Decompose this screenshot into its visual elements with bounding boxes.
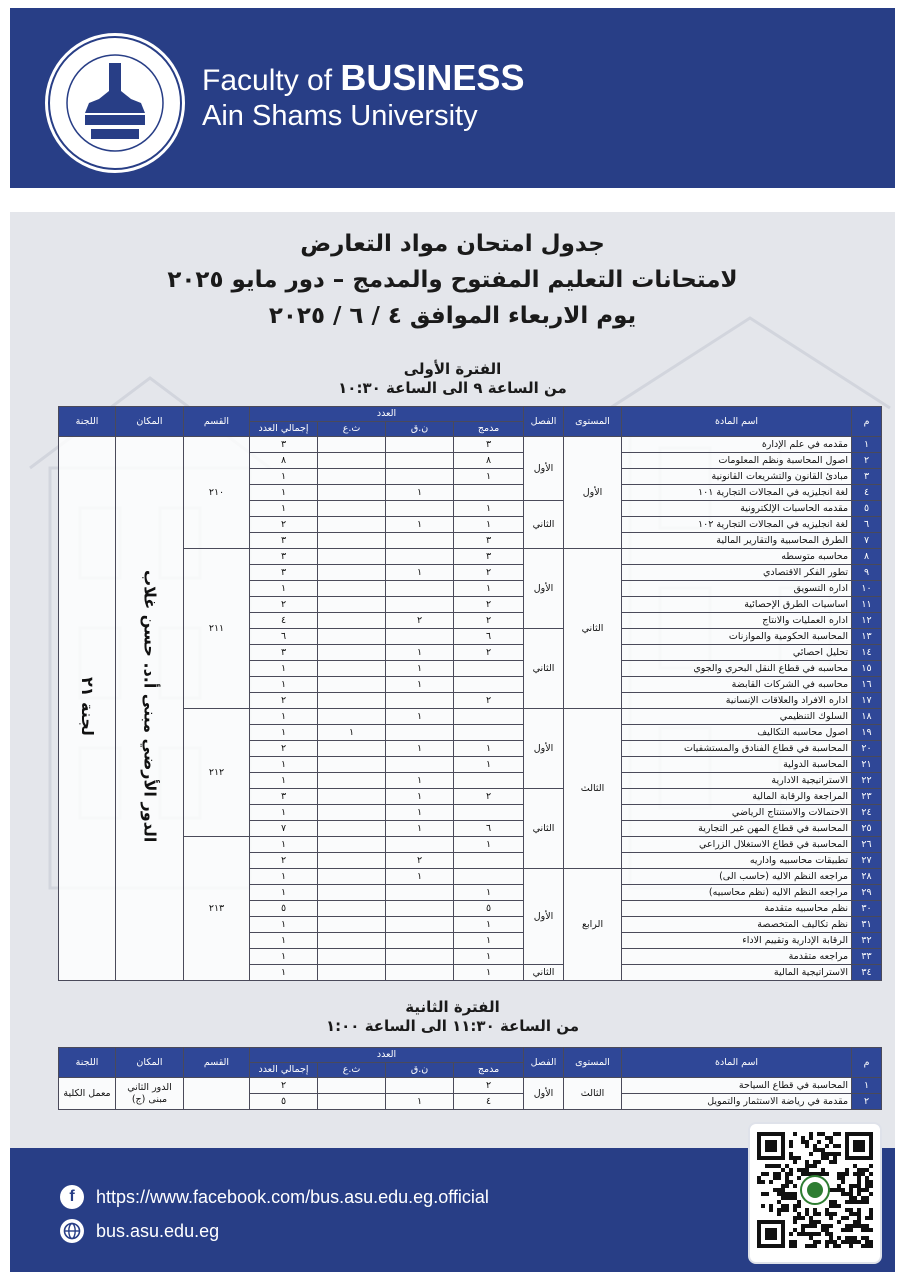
merged-count: ١ (454, 837, 524, 853)
merged-count: ١ (454, 757, 524, 773)
tha-count (318, 837, 386, 853)
header-committee: اللجنة (59, 1048, 116, 1078)
header-m: م (852, 407, 882, 437)
tha-count (318, 517, 386, 533)
merged-count: ٦ (454, 821, 524, 837)
header-tha: ث.ع (318, 1063, 386, 1078)
tha-count (318, 949, 386, 965)
row-number: ١٢ (852, 613, 882, 629)
tha-count (318, 773, 386, 789)
semester-cell: الثاني (524, 501, 564, 549)
total-count: ٥ (250, 1094, 318, 1110)
department-cell: ٢١٢ (184, 709, 250, 837)
faculty-brand (202, 57, 525, 133)
merged-count: ٣ (454, 549, 524, 565)
tha-count (318, 805, 386, 821)
tha-count (318, 853, 386, 869)
tha-count (318, 757, 386, 773)
row-number: ٦ (852, 517, 882, 533)
total-count: ١ (250, 725, 318, 741)
total-count: ١ (250, 661, 318, 677)
merged-count: ١ (454, 933, 524, 949)
row-number: ٣٣ (852, 949, 882, 965)
nq-count (386, 549, 454, 565)
row-number: ٢٠ (852, 741, 882, 757)
merged-count: ٥ (454, 901, 524, 917)
total-count: ١ (250, 917, 318, 933)
tha-count (318, 437, 386, 453)
total-count: ١ (250, 581, 318, 597)
merged-count: ١ (454, 517, 524, 533)
department-cell: ٢١٠ (184, 437, 250, 549)
total-count: ٢ (250, 1078, 318, 1094)
nq-count: ١ (386, 805, 454, 821)
header-level: المستوى (564, 407, 622, 437)
subject-name: نظم محاسبيه متقدمة (622, 901, 852, 917)
nq-count (386, 693, 454, 709)
header-semester: الفصل (524, 407, 564, 437)
tha-count (318, 453, 386, 469)
subject-name: الرقابة الإدارية وتقييم الاداء (622, 933, 852, 949)
tha-count (318, 597, 386, 613)
subject-name: تحليل احصائي (622, 645, 852, 661)
tha-count (318, 1078, 386, 1094)
row-number: ٢٧ (852, 853, 882, 869)
row-number: ٩ (852, 565, 882, 581)
total-count: ٥ (250, 901, 318, 917)
department-cell (184, 1078, 250, 1110)
header-tha: ث.ع (318, 422, 386, 437)
subject-name: المحاسبة في قطاع السياحة (622, 1078, 852, 1094)
nq-count: ١ (386, 517, 454, 533)
subject-name: المحاسبة الحكومية والموازنات (622, 629, 852, 645)
nq-count (386, 1078, 454, 1094)
department-cell: ٢١١ (184, 549, 250, 709)
merged-count: ١ (454, 741, 524, 757)
header-merged: مدمج (454, 1063, 524, 1078)
schedule-titles (10, 226, 895, 334)
total-count: ١ (250, 965, 318, 981)
brand-subtitle: Ain Shams University (202, 100, 478, 132)
tha-count (318, 533, 386, 549)
nq-count (386, 757, 454, 773)
row-number: ٨ (852, 549, 882, 565)
tha-count (318, 581, 386, 597)
nq-count: ٢ (386, 853, 454, 869)
nq-count: ٢ (386, 613, 454, 629)
header-nq: ن.ق (386, 422, 454, 437)
tha-count (318, 677, 386, 693)
row-number: ١٨ (852, 709, 882, 725)
row-number: ١ (852, 437, 882, 453)
level-cell: الثالث (564, 709, 622, 869)
subject-name: الاستراتيجية المالية (622, 965, 852, 981)
tha-count (318, 741, 386, 757)
row-number: ٧ (852, 533, 882, 549)
level-cell: الثاني (564, 549, 622, 709)
facebook-url[interactable]: https://www.facebook.com/bus.asu.edu.eg.official (96, 1186, 489, 1207)
merged-count (454, 677, 524, 693)
total-count: ٢ (250, 693, 318, 709)
semester-cell: الأول (524, 1078, 564, 1110)
tha-count (318, 821, 386, 837)
row-number: ٢ (852, 1094, 882, 1110)
total-count: ٣ (250, 437, 318, 453)
subject-name: اداره العمليات والانتاج (622, 613, 852, 629)
subject-name: السلوك التنظيمي (622, 709, 852, 725)
merged-count: ٢ (454, 565, 524, 581)
total-count: ١ (250, 885, 318, 901)
row-number: ١ (852, 1078, 882, 1094)
site-url[interactable]: bus.asu.edu.eg (96, 1220, 220, 1241)
total-count: ٣ (250, 533, 318, 549)
nq-count (386, 949, 454, 965)
subject-name: المراجعة والرقابة المالية (622, 789, 852, 805)
header-nq: ن.ق (386, 1063, 454, 1078)
committee-cell (59, 437, 116, 981)
subject-name: مقدمه في علم الإدارة (622, 437, 852, 453)
tha-count (318, 661, 386, 677)
merged-count: ٢ (454, 1078, 524, 1094)
header-total: إجمالي العدد (250, 422, 318, 437)
row-number: ٣ (852, 469, 882, 485)
subject-name: مراجعه متقدمة (622, 949, 852, 965)
semester-cell: الثاني (524, 965, 564, 981)
header-subject: اسم المادة (622, 407, 852, 437)
total-count: ٤ (250, 613, 318, 629)
merged-count: ١ (454, 885, 524, 901)
total-count: ٢ (250, 853, 318, 869)
merged-count (454, 805, 524, 821)
total-count: ٣ (250, 789, 318, 805)
committee-text: لجنة ٢١ (78, 676, 97, 736)
subject-name: المحاسبة في قطاع الاستغلال الزراعي (622, 837, 852, 853)
subject-name: محاسبه متوسطه (622, 549, 852, 565)
nq-count (386, 933, 454, 949)
department-cell: ٢١٣ (184, 837, 250, 981)
place-cell (116, 437, 184, 981)
merged-count: ١ (454, 469, 524, 485)
semester-cell: الأول (524, 437, 564, 501)
nq-count (386, 901, 454, 917)
tha-count (318, 549, 386, 565)
subject-name: مقدمة في رياضة الاستثمار والتمويل (622, 1094, 852, 1110)
total-count: ١ (250, 773, 318, 789)
subject-name: لغة انجليزيه في المجالات التجارية ١٠١ (622, 485, 852, 501)
header-banner (10, 8, 895, 188)
tha-count (318, 629, 386, 645)
place-text: الدور الأرضي مبنى أ.د. حسن غلاب (140, 569, 160, 843)
header-merged: مدمج (454, 422, 524, 437)
level-cell: الرابع (564, 869, 622, 981)
merged-count (454, 709, 524, 725)
header-place: المكان (116, 407, 184, 437)
subject-name: اصول المحاسبة ونظم المعلومات (622, 453, 852, 469)
facebook-link[interactable] (60, 1184, 489, 1210)
merged-count: ٦ (454, 629, 524, 645)
poster (10, 8, 895, 1272)
tha-count (318, 469, 386, 485)
qr-code[interactable] (748, 1122, 882, 1264)
merged-count (454, 773, 524, 789)
period2-table (58, 1047, 882, 1110)
nq-count: ١ (386, 677, 454, 693)
nq-count: ١ (386, 709, 454, 725)
row-number: ١٩ (852, 725, 882, 741)
period2-table-body (59, 1078, 882, 1110)
semester-cell: الأول (524, 869, 564, 965)
merged-count: ٣ (454, 437, 524, 453)
nq-count (386, 965, 454, 981)
tha-count (318, 645, 386, 661)
merged-count: ٢ (454, 597, 524, 613)
row-number: ١٣ (852, 629, 882, 645)
total-count: ٢ (250, 741, 318, 757)
tha-count (318, 693, 386, 709)
merged-count: ١ (454, 581, 524, 597)
merged-count (454, 853, 524, 869)
tha-count (318, 789, 386, 805)
period1-table (58, 406, 882, 981)
nq-count: ١ (386, 773, 454, 789)
subject-name: مبادئ القانون والتشريعات القانونية (622, 469, 852, 485)
tha-count (318, 565, 386, 581)
total-count: ١ (250, 709, 318, 725)
nq-count (386, 437, 454, 453)
merged-count: ٢ (454, 693, 524, 709)
total-count: ٣ (250, 565, 318, 581)
header-count: العدد (250, 1048, 524, 1063)
committee-cell: معمل الكلية (59, 1078, 116, 1110)
period2-title: الفترة الثانية (405, 998, 500, 1016)
nq-count (386, 469, 454, 485)
title-line-1: جدول امتحان مواد التعارض (300, 231, 605, 257)
facebook-icon: f (60, 1185, 84, 1209)
nq-count (386, 837, 454, 853)
subject-name: المحاسبة في قطاع الفنادق والمستشفيات (622, 741, 852, 757)
subject-name: اساسيات الطرق الإحصائية (622, 597, 852, 613)
subject-name: اداره الافراد والعلاقات الإنسانية (622, 693, 852, 709)
total-count: ٣ (250, 645, 318, 661)
nq-count: ١ (386, 789, 454, 805)
nq-count (386, 917, 454, 933)
header-level: المستوى (564, 1048, 622, 1078)
subject-name: محاسبه في الشركات القابضة (622, 677, 852, 693)
row-number: ١٧ (852, 693, 882, 709)
total-count: ١ (250, 501, 318, 517)
nq-count (386, 533, 454, 549)
merged-count: ٣ (454, 533, 524, 549)
nq-count: ١ (386, 821, 454, 837)
row-number: ٢٨ (852, 869, 882, 885)
subject-name: مقدمه الحاسبات الإلكترونية (622, 501, 852, 517)
tha-count (318, 933, 386, 949)
total-count: ١ (250, 485, 318, 501)
subject-name: تطور الفكر الاقتصادي (622, 565, 852, 581)
merged-count (454, 485, 524, 501)
header-count: العدد (250, 407, 524, 422)
subject-name: اداره التسويق (622, 581, 852, 597)
row-number: ٣٢ (852, 933, 882, 949)
row-number: ٣٤ (852, 965, 882, 981)
header-dept: القسم (184, 407, 250, 437)
nq-count: ١ (386, 661, 454, 677)
total-count: ١ (250, 757, 318, 773)
row-number: ٣٠ (852, 901, 882, 917)
subject-name: المحاسبة الدولية (622, 757, 852, 773)
nq-count: ١ (386, 741, 454, 757)
merged-count: ١ (454, 501, 524, 517)
title-line-2: لامتحانات التعليم المفتوح والمدمج – دور مايو ٢٠٢٥ (167, 267, 738, 293)
total-count: ١ (250, 677, 318, 693)
row-number: ٥ (852, 501, 882, 517)
tha-count (318, 869, 386, 885)
row-number: ٢٦ (852, 837, 882, 853)
nq-count (386, 581, 454, 597)
merged-count: ٤ (454, 1094, 524, 1110)
tha-count: ١ (318, 725, 386, 741)
header-committee: اللجنة (59, 407, 116, 437)
nq-count: ١ (386, 869, 454, 885)
header-dept: القسم (184, 1048, 250, 1078)
row-number: ٢ (852, 453, 882, 469)
tha-count (318, 613, 386, 629)
nq-count (386, 885, 454, 901)
website-link[interactable] (60, 1218, 219, 1244)
subject-name: المحاسبة في قطاع المهن غير التجارية (622, 821, 852, 837)
total-count: ١ (250, 869, 318, 885)
table-row (59, 437, 882, 453)
period1-time: من الساعة ٩ الى الساعة ١٠:٣٠ (338, 379, 567, 397)
subject-name: مراجعه النظم الاليه (نظم محاسبيه) (622, 885, 852, 901)
total-count: ١ (250, 805, 318, 821)
nq-count (386, 453, 454, 469)
nq-count: ١ (386, 645, 454, 661)
tha-count (318, 901, 386, 917)
total-count: ١ (250, 949, 318, 965)
merged-count: ٢ (454, 789, 524, 805)
subject-name: نظم تكاليف المتخصصة (622, 917, 852, 933)
tha-count (318, 485, 386, 501)
period2-time: من الساعة ١١:٣٠ الى الساعة ١:٠٠ (326, 1017, 579, 1035)
nq-count (386, 725, 454, 741)
merged-count (454, 661, 524, 677)
title-line-3: يوم الاربعاء الموافق ٤ / ٦ / ٢٠٢٥ (268, 303, 637, 329)
semester-cell: الثاني (524, 629, 564, 709)
row-number: ١٥ (852, 661, 882, 677)
total-count: ٦ (250, 629, 318, 645)
nq-count: ١ (386, 485, 454, 501)
total-count: ١ (250, 469, 318, 485)
total-count: ٧ (250, 821, 318, 837)
period1-table-body (59, 437, 882, 981)
table-row (59, 1078, 882, 1094)
row-number: ١٦ (852, 677, 882, 693)
header-m: م (852, 1048, 882, 1078)
nq-count (386, 501, 454, 517)
merged-count: ١ (454, 965, 524, 981)
place-cell: الدور الثاني مبنى (ج) (116, 1078, 184, 1110)
merged-count (454, 869, 524, 885)
header-stripe (10, 188, 895, 212)
total-count: ١ (250, 933, 318, 949)
row-number: ٢٩ (852, 885, 882, 901)
subject-name: الاستراتيجية الادارية (622, 773, 852, 789)
nq-count: ١ (386, 565, 454, 581)
header-semester: الفصل (524, 1048, 564, 1078)
row-number: ٢٣ (852, 789, 882, 805)
subject-name: لغة انجليزيه في المجالات التجارية ١٠٢ (622, 517, 852, 533)
row-number: ١٠ (852, 581, 882, 597)
subject-name: مراجعه النظم الاليه (حاسب الى) (622, 869, 852, 885)
row-number: ٢٤ (852, 805, 882, 821)
tha-count (318, 885, 386, 901)
subject-name: الطرق المحاسبية والتقارير المالية (622, 533, 852, 549)
total-count: ٨ (250, 453, 318, 469)
row-number: ٢٥ (852, 821, 882, 837)
total-count: ٢ (250, 517, 318, 533)
subject-name: اصول محاسبه التكاليف (622, 725, 852, 741)
subject-name: تطبيقات محاسبيه واداريه (622, 853, 852, 869)
total-count: ٢ (250, 597, 318, 613)
brand-title: Faculty of BUSINESS (202, 57, 525, 98)
merged-count: ١ (454, 949, 524, 965)
tha-count (318, 965, 386, 981)
nq-count: ١ (386, 1094, 454, 1110)
tha-count (318, 1094, 386, 1110)
row-number: ١١ (852, 597, 882, 613)
semester-cell: الأول (524, 709, 564, 789)
period2-heading (10, 998, 895, 1036)
tha-count (318, 709, 386, 725)
nq-count (386, 597, 454, 613)
level-cell: الأول (564, 437, 622, 549)
row-number: ٢١ (852, 757, 882, 773)
period1-title: الفترة الأولى (403, 360, 502, 378)
merged-count: ٨ (454, 453, 524, 469)
header-subject: اسم المادة (622, 1048, 852, 1078)
tha-count (318, 917, 386, 933)
header-place: المكان (116, 1048, 184, 1078)
row-number: ٢٢ (852, 773, 882, 789)
semester-cell: الثاني (524, 789, 564, 869)
subject-name: الاحتمالات والاستنتاج الرياضي (622, 805, 852, 821)
subject-name: محاسبه في قطاع النقل البحري والجوي (622, 661, 852, 677)
row-number: ١٤ (852, 645, 882, 661)
row-number: ٤ (852, 485, 882, 501)
merged-count (454, 725, 524, 741)
period1-heading (10, 360, 895, 398)
merged-count: ١ (454, 917, 524, 933)
semester-cell: الأول (524, 549, 564, 629)
total-count: ٣ (250, 549, 318, 565)
merged-count: ٢ (454, 613, 524, 629)
total-count: ١ (250, 837, 318, 853)
header-total: إجمالي العدد (250, 1063, 318, 1078)
tha-count (318, 501, 386, 517)
level-cell: الثالث (564, 1078, 622, 1110)
globe-icon (60, 1219, 84, 1243)
merged-count: ٢ (454, 645, 524, 661)
nq-count (386, 629, 454, 645)
row-number: ٣١ (852, 917, 882, 933)
university-seal-logo (42, 30, 188, 176)
